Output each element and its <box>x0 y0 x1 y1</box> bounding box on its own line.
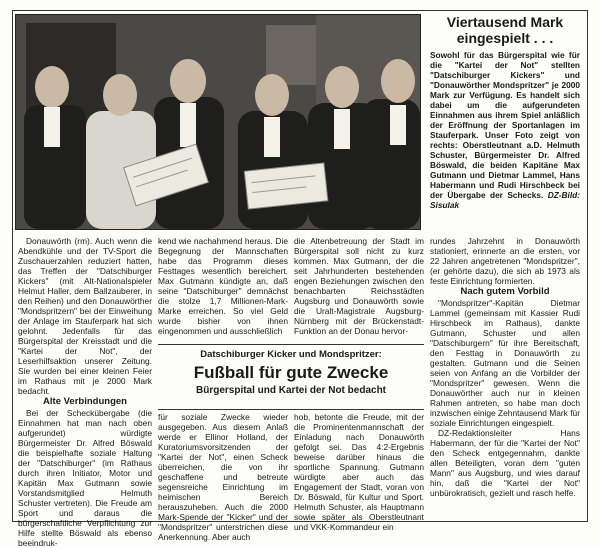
column-1-paragraph: Donauwörth (rm). Auch wenn die Abendkühle und der TV-Sport die Zuschauerzahlen reduziert hatten, das Treffen der "Datschiburger Kickers" (mit Alt-Nationalspieler Helmut Haller, dem Ballzauberer, in den Reihen) und den Donauwörther "Mondspritzern" bei der Einweihung der Anlage im Stauferpark hat sich gelohnt. Jedenfalls für das Bürgerspital der Kreisstadt und die "Kartei der Not", der Leserhilfsaktion unserer Zeitung. Sie wurden bei einer kleinen Feier im Rathaus mit je 2000 Mark bedacht. <box>18 236 152 396</box>
column-4-paragraph-2: "Mondspritzer"-Kapitän Dietmar Lammel (gemeinsam mit Kassier Rudi Hirschbeck im Rathaus), dankte Gutmann, Schuster und allen "Datschiburgern" für ihre Bereitschaft, den Festtag in Donauwörth zu gestalten. Gutmann und die Seinen seien von Anfang an die Vorbilder der "Mondspritzer" gewesen. Wenn die Donauwörther auch nur in kleinen Rahmen antreten, so habe man doch inzwischen einige Zehntausend Mark für soziale Einrichtungen eingespielt. <box>430 298 580 428</box>
text-column-2-top <box>158 236 288 340</box>
text-column-2-bottom <box>158 412 288 542</box>
subheading-alte-verbindungen: Alte Verbindungen <box>43 396 127 407</box>
column-4-paragraph-3: DZ-Redaktionsleiter Hans Habermann, der für die "Kartei der Not" den Scheck entgegennahm, dankte allen Beteiligten, voran dem "guten Mann" aus Augsburg, und wies darauf hin, daß die "Kartei der Not" unbürokratisch, gezielt und rasch helfe. <box>430 428 580 498</box>
column-3-bottom-paragraph: hob, betonte die Freude, mit der die Prominentenmannschaft der Einladung nach Donauwörth gefolgt sei. Das 4:2-Ergebnis beweise darüber hinaus die sportliche Spannung. Gutmann würdigte aber auch das Engagement der Stadt, voran von Dr. Böswald, für Kultur und Sport. Helmuth Schuster, als Hauptmann sowie später als Oberstleutnant und VKK-Kommandeur ein <box>294 412 424 532</box>
article-banner <box>158 344 424 410</box>
caption-credit: DZ-Bild: Sisulak <box>430 190 580 210</box>
headline: Viertausend Mark eingespielt . . . <box>446 14 564 46</box>
subheading-nach-gutem-vorbild: Nach gutem Vorbild <box>460 286 550 297</box>
caption-text: Sowohl für das Bürgerspital wie für die "Kartei der Not" stellten "Datschiburger Kickers" und "Donauwörther Mondspritzer" je 2000 Mark zur Verfügung. Es handelt sich dabei um die aufgerundeten Einnahmen aus ihrem Spiel anläßlich der Eröffnung der Sportanlagen im Stauferpark. Unser Foto zeigt von rechts: Oberstleutnant a.D. Helmuth Schuster, Bürgermeister Dr. Alfred Böswald, die beiden Kapitäne Max Gutmann und Dietmar Lammel, Hans Habermann und Rudi Hirschbeck bei der Übergabe der Schecks. <box>430 50 580 200</box>
column-1-paragraph-2: Bei der Scheckübergabe (die Einnahmen hat man nach oben aufgerundet) würdigte Bürgermeister Dr. Alfred Böswald die beispielhafte soziale Haltung der "Datschiburger" (im Rathaus durch ihren Initiator, Motor und Kapitän Max Gutmann sowie Vorstandsmitglied Helmuth Schuster vertreten). Die Freude am Sport und daraus die bürgerschaftliche Verpflichtung zur Hilfe stellte Böswald als ebenso beeindruk- <box>18 408 152 548</box>
banner-deck: Bürgerspital und Kartei der Not bedacht <box>195 385 387 396</box>
column-3-top-paragraph: die Altenbetreuung der Stadt im Bürgerspital soll nicht zu kurz kommen. Max Gutmann, der die seit Jahrhunderten bestehenden engen Beziehungen zwischen den benachbarten Reichsstädten Augsburg und Donauwörth sowie die Uralt-Magistrale Augsburg-Nürnberg mit der Brückenstadt-Funktion an der Donau hervor- <box>294 236 424 336</box>
banner-kicker: Datschiburger Kicker und Mondspritzer: <box>200 349 382 360</box>
column-2-top-paragraph: kend wie nachahmend heraus. Die Begegnung der Mannschaften habe das Programm dieses Festtages wesentlich bereichert. Max Gutmann kündigte an, daß seine "Datschiburger" demnächst die stolze 1,7 Millionen-Mark-Marke erreichen. So viel Geld wurde bisher von ihnen eingenommen und ausschließlich <box>158 236 288 336</box>
column-4-paragraph: rundes Jahrzehnt in Donauwörth stationiert, erinnerte an die ersten, vor 22 Jahren angetretenen "Mondspritzer", (er gehörte dazu), die sich ab 1973 als feste Einrichtung formierten. <box>430 236 580 286</box>
text-column-3-top <box>294 236 424 340</box>
text-column-1 <box>18 236 152 548</box>
banner-title: Fußball für gute Zwecke <box>193 363 389 382</box>
article-photo <box>15 14 421 230</box>
text-column-4 <box>430 236 580 518</box>
text-column-3-bottom <box>294 412 424 532</box>
photo-caption <box>430 50 580 222</box>
column-2-bottom-paragraph: für soziale Zwecke wieder ausgegeben. Aus diesem Anlaß werde er Ellinor Holland, der Kuratoriumsvorsitzenden der "Kartei der Not", einen Scheck überreichen, die von ihr geschaffene und betreute segensreiche Einrichtung im heimischen Bereich herauszuheben. Auch die 2000 Mark-Spende der "Kicker" und der "Mondspritzer" unterstrichen diese Anerkennung. Aber auch <box>158 412 288 542</box>
